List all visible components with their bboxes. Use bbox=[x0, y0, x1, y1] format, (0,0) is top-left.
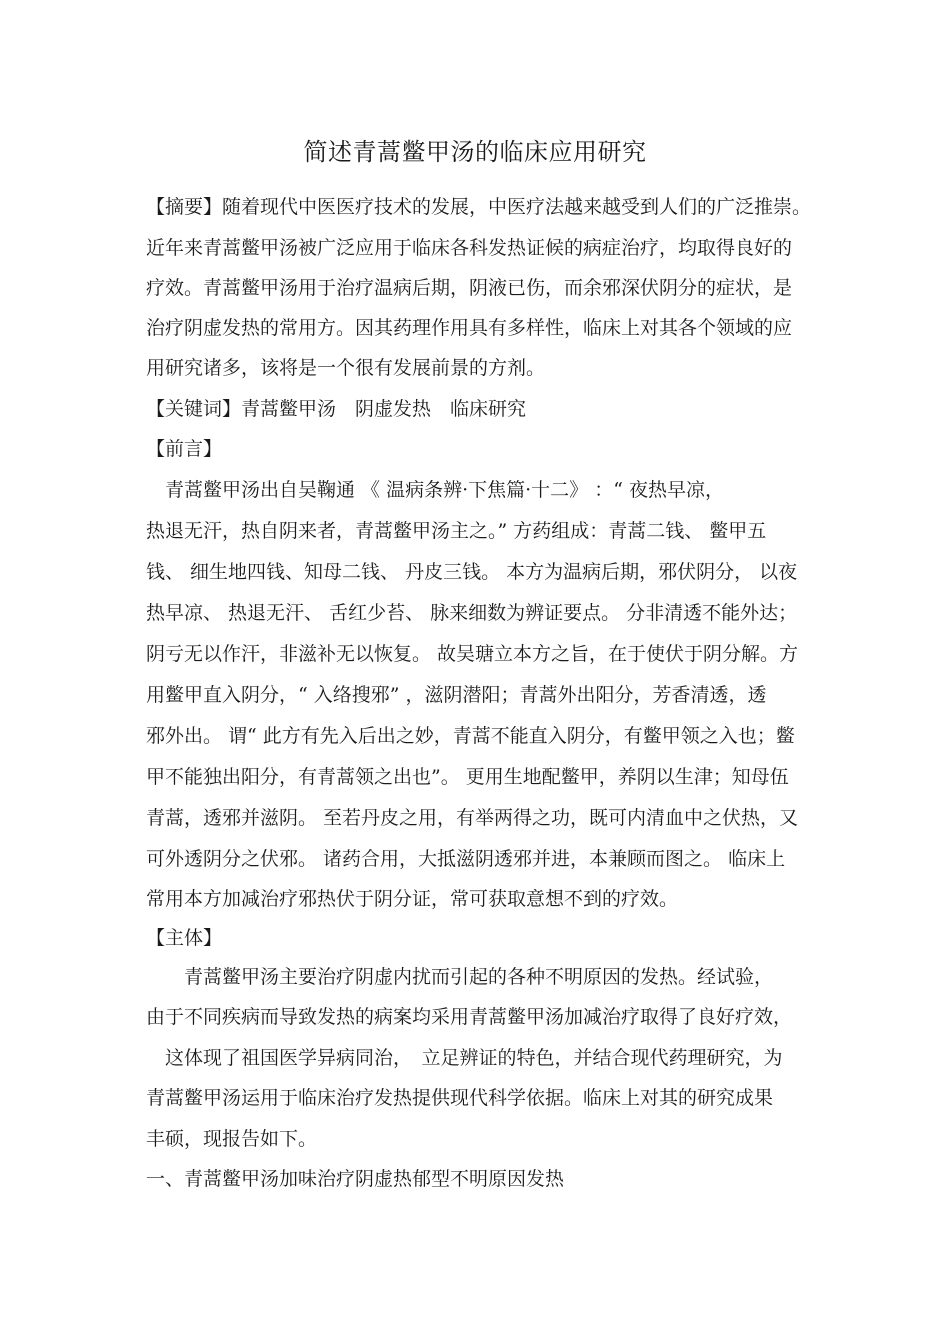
body-line: 青蒿鳖甲汤运用于临床治疗发热提供现代科学依据。临床上对其的研究成果 bbox=[146, 1087, 774, 1109]
preface-line: 可外透阴分之伏邪。 诸药合用，大抵滋阴透邪并进，本兼顾而图之。 临床上 bbox=[146, 848, 786, 870]
preface-line: 阴亏无以作汗，非滋补无以恢复。 故吴瑭立本方之旨，在于使伏于阴分解。方 bbox=[146, 643, 799, 665]
document-title: 简述青蒿鳖甲汤的临床应用研究 bbox=[303, 138, 647, 166]
body-line: 青蒿鳖甲汤主要治疗阴虚内扰而引起的各种不明原因的发热。经试验， bbox=[146, 966, 774, 988]
preface-line: 青蒿鳖甲汤出自吴鞠通 《 温病条辨·下焦篇·十二》 ：“ 夜热早凉， bbox=[146, 479, 724, 501]
abstract-line: 【摘要】随着现代中医医疗技术的发展，中医疗法越来越受到人们的广泛推崇。 bbox=[146, 196, 812, 218]
preface-line: 热退无汗，热自阴来者，青蒿鳖甲汤主之。” 方药组成：青蒿二钱、 鳖甲五 bbox=[146, 520, 767, 542]
preface-line: 用鳖甲直入阴分，“ 入络搜邪” ，滋阴潜阳；青蒿外出阳分，芳香清透，透 bbox=[146, 684, 767, 706]
abstract-line: 用研究诸多，该将是一个很有发展前景的方剂。 bbox=[146, 357, 546, 379]
abstract-line: 疗效。青蒿鳖甲汤用于治疗温病后期，阴液已伤，而余邪深伏阴分的症状，是 bbox=[146, 277, 793, 299]
section-heading-1: 一、青蒿鳖甲汤加味治疗阴虚热郁型不明原因发热 bbox=[146, 1168, 565, 1190]
preface-heading: 【前言】 bbox=[146, 438, 223, 460]
abstract-line: 治疗阴虚发热的常用方。因其药理作用具有多样性，临床上对其各个领域的应 bbox=[146, 317, 793, 339]
preface-line: 钱、 细生地四钱、知母二钱、 丹皮三钱。 本方为温病后期，邪伏阴分， 以夜 bbox=[146, 561, 798, 583]
body-line: 这体现了祖国医学异病同治， 立足辨证的特色，并结合现代药理研究，为 bbox=[146, 1047, 783, 1069]
preface-line: 常用本方加减治疗邪热伏于阴分证，常可获取意想不到的疗效。 bbox=[146, 888, 679, 910]
preface-line: 邪外出。 谓“ 此方有先入后出之妙，青蒿不能直入阴分，有鳖甲领之入也；鳖 bbox=[146, 725, 795, 747]
preface-line: 热早凉、 热退无汗、 舌红少苔、 脉来细数为辨证要点。 分非清透不能外达； bbox=[146, 602, 798, 624]
preface-line: 甲不能独出阳分，有青蒿领之出也”。 更用生地配鳖甲，养阴以生津；知母伍 bbox=[146, 766, 789, 788]
keywords-line: 【关键词】青蒿鳖甲汤 阴虚发热 临床研究 bbox=[146, 398, 527, 420]
preface-line: 青蒿，透邪并滋阴。 至若丹皮之用，有举两得之功，既可内清血中之伏热，又 bbox=[146, 807, 799, 829]
body-line: 丰硕，现报告如下。 bbox=[146, 1128, 318, 1150]
abstract-line: 近年来青蒿鳖甲汤被广泛应用于临床各科发热证候的病症治疗，均取得良好的 bbox=[146, 237, 793, 259]
body-heading: 【主体】 bbox=[146, 927, 223, 949]
body-line: 由于不同疾病而导致发热的病案均采用青蒿鳖甲汤加减治疗取得了良好疗效， bbox=[146, 1006, 793, 1028]
